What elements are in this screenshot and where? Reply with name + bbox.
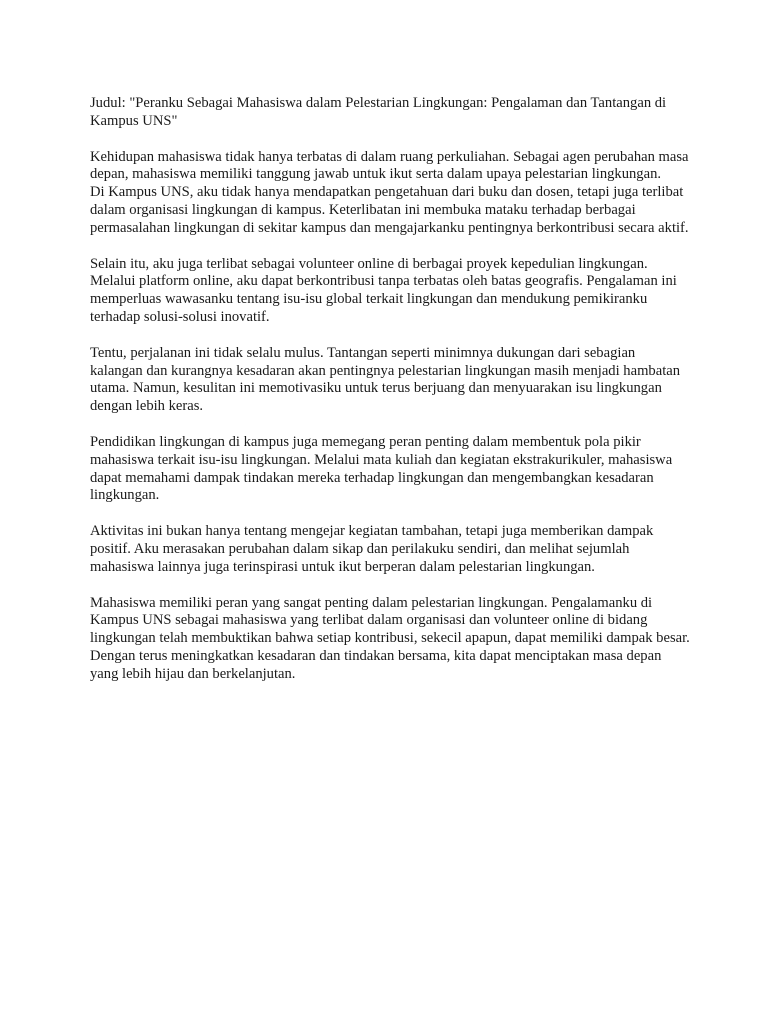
document-page [90,95,690,684]
paragraph-gap [90,416,690,434]
document-title: Judul: "Peranku Sebagai Mahasiswa dalam Pelestarian Lingkungan: Pengalaman dan Tantangan di Kampus UNS" [90,95,667,129]
paragraph-pendidikan: Pendidikan lingkungan di kampus juga memegang peran penting dalam membentuk pola pikir mahasiswa terkait isu-isu lingkungan. Melalui mata kuliah dan kegiatan ekstrakurikuler, mahasiswa dapat memahami dampak tindakan mereka terhadap lingkungan dan mengembangkan kesadaran lingkungan. [90,433,673,504]
paragraph-volunteer: Selain itu, aku juga terlibat sebagai volunteer online di berbagai proyek kepedulian lingkungan. Melalui platform online, aku dapat berkontribusi tanpa terbatas oleh batas geografis. Pengalaman ini memperluas wawasanku tentang isu-isu global terkait lingkungan dan mendukung pemikiranku terhadap solusi-solusi inovatif. [90,255,677,325]
paragraph-aktivitas: Aktivitas ini bukan hanya tentang mengejar kegiatan tambahan, tetapi juga memberikan dampak positif. Aku merasakan perubahan dalam sikap dan perilakuku sendiri, dan melihat sejumlah mahasiswa lainnya juga terinspirasi untuk ikut berperan dalam pelestarian lingkungan. [90,523,654,575]
paragraph-tantangan: Tentu, perjalanan ini tidak selalu mulus. Tantangan seperti minimnya dukungan dari sebagian kalangan dan kurangnya kesadaran akan pentingnya pelestarian lingkungan masih menjadi hambatan utama. Namun, kesulitan ini memotivasiku untuk terus berjuang dan menyuarakan isu lingkungan dengan lebih keras. [90,344,681,415]
paragraph-gap [90,577,690,595]
paragraph-kesimpulan: Mahasiswa memiliki peran yang sangat penting dalam pelestarian lingkungan. Pengalamanku di Kampus UNS sebagai mahasiswa yang terlibat dalam organisasi dan volunteer online di bidang lingkungan telah membuktikan bahwa setiap kontribusi, sekecil apapun, dapat memiliki dampak besar. Dengan terus meningkatkan kesadaran dan tindakan bersama, kita dapat menciptakan masa depan yang lebih hijau dan berkelanjutan. [90,594,690,682]
paragraph-gap [90,327,690,345]
paragraph-gap [90,238,690,256]
paragraph-kampus-uns: Di Kampus UNS, aku tidak hanya mendapatkan pengetahuan dari buku dan dosen, tetapi juga terlibat dalam organisasi lingkungan di kampus. Keterlibatan ini membuka mataku terhadap berbagai permasalahan lingkungan di sekitar kampus dan mengajarkanku pentingnya berkontribusi secara aktif. [90,184,689,236]
paragraph-gap [90,505,690,523]
paragraph-intro: Kehidupan mahasiswa tidak hanya terbatas di dalam ruang perkuliahan. Sebagai agen perubahan masa depan, mahasiswa memiliki tanggung jawab untuk ikut serta dalam upaya pelestarian lingkungan. [90,148,689,183]
